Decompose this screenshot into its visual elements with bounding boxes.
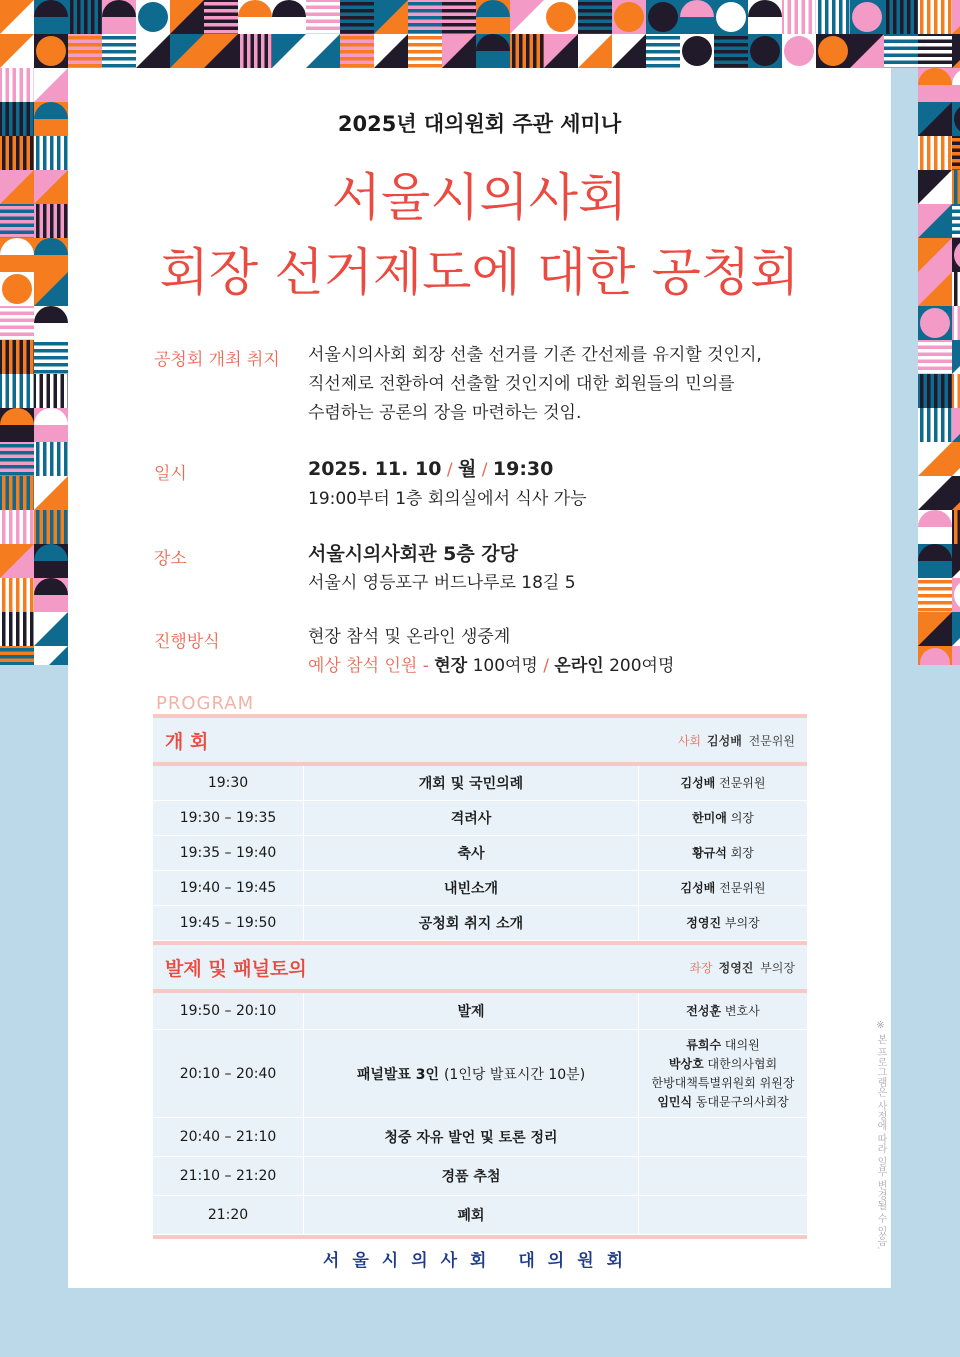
item-label: 패널발표 3인 xyxy=(356,1066,440,1083)
time-cell: 21:10 – 21:20 xyxy=(153,1157,304,1196)
organizer-footer: 서울시의사회 대의원회 xyxy=(322,1251,637,1271)
onsite-label: 현장 xyxy=(434,656,468,676)
panelist-name: 류희수 xyxy=(686,1037,722,1052)
side-note: ※ 본 프로그램은 사정에 따라 일부 변경될 수 있음. xyxy=(875,1020,886,1250)
person-cell xyxy=(639,905,808,940)
table-row xyxy=(153,1030,807,1118)
item-note: (1인당 발표시간 10분) xyxy=(443,1066,586,1083)
person-name: 한미애 xyxy=(692,811,727,825)
date-value: 2025. 11. 10 xyxy=(308,458,442,480)
person-name: 황규석 xyxy=(692,846,727,860)
item-cell: 청중 자유 발언 및 토론 정리 xyxy=(304,1118,639,1157)
person-cell xyxy=(639,800,808,835)
item-cell: 내빈소개 xyxy=(304,870,639,905)
panelist-title: 동대문구의사회장 xyxy=(695,1094,789,1109)
place-address: 서울시 영등포구 버드나루로 18길 5 xyxy=(308,573,576,593)
program-table xyxy=(153,714,807,1239)
panelist-title: 대한의사협회 xyxy=(707,1056,778,1071)
date-separator: / xyxy=(481,460,488,480)
table-row xyxy=(153,766,807,800)
panelist-name: 박상호 xyxy=(668,1056,704,1071)
person-cell xyxy=(639,1157,808,1196)
person-title: 부의장 xyxy=(724,916,760,930)
person-cell xyxy=(639,835,808,870)
item-cell: 축사 xyxy=(304,835,639,870)
time-cell: 19:30 – 19:35 xyxy=(153,800,304,835)
online-separator: / xyxy=(543,656,549,676)
section-opening-header xyxy=(153,714,807,766)
panelist-name: 임민식 xyxy=(657,1094,693,1109)
chair-role-label: 좌장 xyxy=(689,960,713,975)
table-row xyxy=(153,1196,807,1235)
section-host xyxy=(678,732,795,749)
person-cell xyxy=(639,1196,808,1235)
time-value: 19:30 xyxy=(492,458,554,480)
opening-schedule xyxy=(153,766,807,941)
expected-label: 예상 참석 인원 - xyxy=(308,656,429,676)
time-cell: 19:45 – 19:50 xyxy=(153,905,304,940)
table-row xyxy=(153,1118,807,1157)
poster-card xyxy=(68,68,891,1288)
section-panel-header xyxy=(153,941,807,993)
event-title-line1: 서울시의사회 xyxy=(331,169,628,228)
item-cell: 발제 xyxy=(304,993,639,1030)
section-title: 발제 및 패널토의 xyxy=(165,957,307,980)
table-row xyxy=(153,870,807,905)
section-title: 개 회 xyxy=(165,731,209,753)
person-name: 김성배 xyxy=(680,776,716,791)
purpose-line: 직선제로 전환하여 선출할 것인지에 대한 회원들의 민의를 xyxy=(308,374,735,394)
onsite-count: 100여명 xyxy=(472,656,538,676)
person-title: 전문위원 xyxy=(719,776,766,791)
weekday-value: 월 xyxy=(457,458,477,480)
person-cell xyxy=(639,1118,808,1157)
program-heading: PROGRAM xyxy=(156,693,255,714)
table-row xyxy=(153,993,807,1030)
date-separator: / xyxy=(446,460,453,480)
time-cell: 19:30 xyxy=(153,766,304,800)
panelists-cell xyxy=(639,1030,808,1118)
time-cell: 21:20 xyxy=(153,1196,304,1235)
time-cell: 19:50 – 20:10 xyxy=(153,993,304,1030)
date-info xyxy=(308,455,587,514)
event-title-line2: 회장 선거제도에 대한 공청회 xyxy=(159,244,800,303)
purpose-line: 서울시의사회 회장 선출 선거를 기존 간선제를 유지할 것인지, xyxy=(308,345,762,365)
item-cell: 격려사 xyxy=(304,800,639,835)
event-subtitle: 2025년 대의원회 주관 세미나 xyxy=(337,112,622,136)
panel-schedule xyxy=(153,993,807,1236)
host-name: 김성배 xyxy=(707,734,742,748)
online-count: 200여명 xyxy=(609,656,675,676)
purpose-text xyxy=(308,341,762,428)
person-cell xyxy=(639,993,808,1030)
time-cell: 19:40 – 19:45 xyxy=(153,870,304,905)
table-row xyxy=(153,835,807,870)
person-title: 회장 xyxy=(730,846,754,860)
purpose-line: 수렴하는 공론의 장을 마련하는 것임. xyxy=(308,403,582,423)
section-chair xyxy=(689,959,795,976)
purpose-label: 공청회 개최 취지 xyxy=(154,350,280,370)
chair-title: 부의장 xyxy=(760,960,795,975)
chair-name: 정영진 xyxy=(718,960,754,975)
date-note: 19:00부터 1층 회의실에서 식사 가능 xyxy=(308,489,587,509)
person-name: 김성배 xyxy=(680,881,716,895)
date-label: 일시 xyxy=(154,464,187,484)
item-cell: 폐회 xyxy=(304,1196,639,1235)
place-info xyxy=(308,540,576,598)
place-label: 장소 xyxy=(154,549,187,569)
panelist-title: 대의원 xyxy=(724,1037,760,1052)
place-name: 서울시의사회관 5층 강당 xyxy=(308,543,518,565)
item-cell xyxy=(304,1030,639,1118)
method-line: 현장 참석 및 온라인 생중계 xyxy=(308,627,511,647)
person-title: 전문위원 xyxy=(719,881,766,895)
online-label: 온라인 xyxy=(554,656,604,676)
item-cell: 공청회 취지 소개 xyxy=(304,905,639,940)
time-cell: 20:10 – 20:40 xyxy=(153,1030,304,1118)
person-name: 전성훈 xyxy=(686,1004,722,1019)
person-title: 변호사 xyxy=(724,1004,760,1019)
person-name: 정영진 xyxy=(686,916,722,930)
table-row xyxy=(153,905,807,940)
item-cell: 개회 및 국민의례 xyxy=(304,766,639,800)
time-cell: 20:40 – 21:10 xyxy=(153,1118,304,1157)
time-cell: 19:35 – 19:40 xyxy=(153,835,304,870)
person-cell xyxy=(639,870,808,905)
person-cell xyxy=(639,766,808,800)
item-cell: 경품 추첨 xyxy=(304,1157,639,1196)
host-title: 전문위원 xyxy=(748,734,795,748)
method-label: 진행방식 xyxy=(154,632,220,652)
method-info xyxy=(308,623,674,681)
table-row xyxy=(153,800,807,835)
table-row xyxy=(153,1157,807,1196)
host-role-label: 사회 xyxy=(677,734,702,748)
panelist-title: 한방대책특별위원회 위원장 xyxy=(651,1075,795,1090)
table-bottom-border xyxy=(153,1235,807,1239)
person-title: 의장 xyxy=(730,811,754,825)
